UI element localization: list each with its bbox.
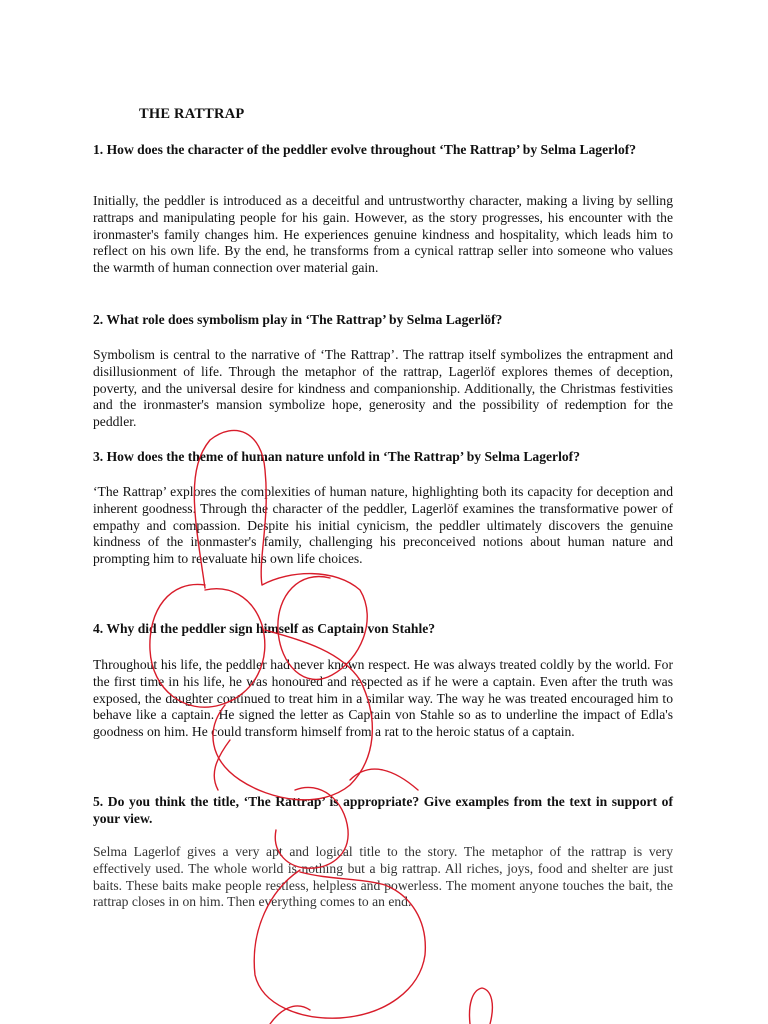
- document-title: THE RATTRAP: [139, 106, 245, 122]
- answer-3: ‘The Rattrap’ explores the complexities of human nature, highlighting both its capacity for deception and inherent goodness. Through the character of the peddler, Lagerlöf examines the transformative power of empathy and compassion. Despite his initial cynicism, the peddler ultimately discovers the genuine kindness of the ironmaster's family, challenging his preconceived notions about human nature and prompting him to reevaluate his own life choices.: [93, 484, 673, 567]
- answer-1: Initially, the peddler is introduced as a deceitful and untrustworthy character, making a living by selling rattraps and manipulating people for his gain. However, as the story progresses, his encounter with the ironmaster's family changes him. He experiences genuine kindness and hospitality, which leads him to reflect on his own life. By the end, he transforms from a cynical rattrap seller into someone who values the warmth of human connection over material gain.: [93, 193, 673, 276]
- answer-5: Selma Lagerlof gives a very apt and logical title to the story. The metaphor of the rattrap is very effectively used. The whole world is nothing but a big rattrap. All riches, joys, food and shelter are just baits. These baits make people restless, helpless and powerless. The moment anyone touches the bait, the rattrap closes in on him. Then everything comes to an end.: [93, 844, 673, 910]
- question-3: 3. How does the theme of human nature unfold in ‘The Rattrap’ by Selma Lagerlof?: [93, 449, 580, 464]
- answer-4: Throughout his life, the peddler had never known respect. He was always treated coldly by the world. For the first time in his life, he was honoured and respected as if he were a captain. Even after the truth was exposed, the daughter continued to treat him in a similar way. The way he was treated encouraged him to behave like a captain. He signed the letter as Captain von Stahle so as to underline the impact of Edla's goodness on him. He could transform himself from a rat to the heroic status of a captain.: [93, 657, 673, 740]
- question-1: 1. How does the character of the peddler evolve throughout ‘The Rattrap’ by Selma Lagerlof?: [93, 142, 637, 157]
- question-5: 5. Do you think the title, ‘The Rattrap’ is appropriate? Give examples from the text in support of your view.: [93, 794, 673, 826]
- question-4: 4. Why did the peddler sign himself as Captain von Stahle?: [93, 621, 436, 636]
- question-2: 2. What role does symbolism play in ‘The Rattrap’ by Selma Lagerlöf?: [93, 312, 503, 327]
- answer-2: Symbolism is central to the narrative of ‘The Rattrap’. The rattrap itself symbolizes the entrapment and disillusionment of life. Through the metaphor of the rattrap, Lagerlöf explores themes of deception, poverty, and the universal desire for kindness and companionship. Additionally, the Christmas festivities and the ironmaster's mansion symbolize hope, generosity and the possibility of redemption for the peddler.: [93, 347, 673, 430]
